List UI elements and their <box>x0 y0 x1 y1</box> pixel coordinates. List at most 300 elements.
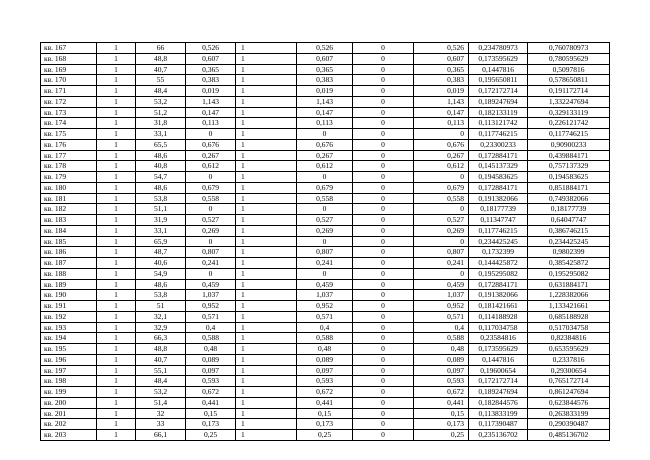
value-c-cell: 0,459 <box>414 279 469 290</box>
area-cell: 32 <box>136 408 186 419</box>
apartment-cell: кв. 198 <box>41 376 97 387</box>
total-cell: 0,623844576 <box>528 397 610 408</box>
zero-cell: 0 <box>353 53 414 64</box>
share-cell: 0,189247694 <box>469 387 528 398</box>
apartment-cell: кв. 172 <box>41 96 97 107</box>
value-a-cell: 0,527 <box>186 215 236 226</box>
factor-cell: 1 <box>236 333 297 344</box>
area-cell: 53,8 <box>136 290 186 301</box>
value-a-cell: 0 <box>186 236 236 247</box>
value-c-cell: 0,441 <box>414 397 469 408</box>
share-cell: 0,117390487 <box>469 419 528 430</box>
area-cell: 32,1 <box>136 311 186 322</box>
area-cell: 33 <box>136 419 186 430</box>
value-a-cell: 0,089 <box>186 354 236 365</box>
value-b-cell: 0,25 <box>297 430 353 441</box>
zero-cell: 0 <box>353 247 414 258</box>
table-row <box>41 225 610 236</box>
factor-cell: 1 <box>236 86 297 97</box>
count-cell: 1 <box>97 53 136 64</box>
total-cell: 1,228382066 <box>528 290 610 301</box>
total-cell: 0,861247694 <box>528 387 610 398</box>
count-cell: 1 <box>97 397 136 408</box>
share-cell: 0,173595629 <box>469 53 528 64</box>
table-row <box>41 322 610 333</box>
area-cell: 54,7 <box>136 172 186 183</box>
table-row <box>41 86 610 97</box>
area-cell: 48,7 <box>136 247 186 258</box>
value-a-cell: 0,558 <box>186 193 236 204</box>
total-cell: 0,90900233 <box>528 139 610 150</box>
total-cell: 0,194583625 <box>528 172 610 183</box>
count-cell: 1 <box>97 419 136 430</box>
factor-cell: 1 <box>236 387 297 398</box>
count-cell: 1 <box>97 139 136 150</box>
count-cell: 1 <box>97 408 136 419</box>
value-b-cell: 1,143 <box>297 96 353 107</box>
factor-cell: 1 <box>236 225 297 236</box>
table-row <box>41 193 610 204</box>
count-cell: 1 <box>97 333 136 344</box>
table-row <box>41 344 610 355</box>
value-c-cell: 0,269 <box>414 225 469 236</box>
zero-cell: 0 <box>353 172 414 183</box>
zero-cell: 0 <box>353 118 414 129</box>
area-cell: 48,6 <box>136 182 186 193</box>
area-cell: 48,8 <box>136 53 186 64</box>
share-cell: 0,172172714 <box>469 86 528 97</box>
factor-cell: 1 <box>236 64 297 75</box>
table-row <box>41 419 610 430</box>
table-row <box>41 236 610 247</box>
count-cell: 1 <box>97 43 136 54</box>
share-cell: 0,113833199 <box>469 408 528 419</box>
share-cell: 0,19600654 <box>469 365 528 376</box>
count-cell: 1 <box>97 86 136 97</box>
value-a-cell: 0,588 <box>186 333 236 344</box>
value-c-cell: 0,679 <box>414 182 469 193</box>
value-b-cell: 0,679 <box>297 182 353 193</box>
table-row <box>41 161 610 172</box>
value-c-cell: 0,147 <box>414 107 469 118</box>
value-b-cell: 0,4 <box>297 322 353 333</box>
area-cell: 40,8 <box>136 161 186 172</box>
apartment-cell: кв. 184 <box>41 225 97 236</box>
table-row <box>41 107 610 118</box>
table-row <box>41 96 610 107</box>
total-cell: 0,386746215 <box>528 225 610 236</box>
factor-cell: 1 <box>236 419 297 430</box>
factor-cell: 1 <box>236 354 297 365</box>
share-cell: 0,117034758 <box>469 322 528 333</box>
factor-cell: 1 <box>236 301 297 312</box>
area-cell: 48,6 <box>136 150 186 161</box>
factor-cell: 1 <box>236 193 297 204</box>
count-cell: 1 <box>97 129 136 140</box>
value-a-cell: 0,807 <box>186 247 236 258</box>
zero-cell: 0 <box>353 397 414 408</box>
value-b-cell: 0,672 <box>297 387 353 398</box>
apartment-cell: кв. 168 <box>41 53 97 64</box>
value-c-cell: 0,527 <box>414 215 469 226</box>
value-b-cell: 0,527 <box>297 215 353 226</box>
apartment-data-table <box>40 42 610 441</box>
value-b-cell: 0,147 <box>297 107 353 118</box>
value-a-cell: 1,143 <box>186 96 236 107</box>
apartment-cell: кв. 171 <box>41 86 97 97</box>
factor-cell: 1 <box>236 204 297 215</box>
factor-cell: 1 <box>236 129 297 140</box>
factor-cell: 1 <box>236 139 297 150</box>
zero-cell: 0 <box>353 64 414 75</box>
value-c-cell: 0,593 <box>414 376 469 387</box>
value-b-cell: 0,269 <box>297 225 353 236</box>
factor-cell: 1 <box>236 279 297 290</box>
area-cell: 65,9 <box>136 236 186 247</box>
total-cell: 0,329133119 <box>528 107 610 118</box>
value-c-cell: 0,588 <box>414 333 469 344</box>
zero-cell: 0 <box>353 419 414 430</box>
count-cell: 1 <box>97 204 136 215</box>
share-cell: 0,189247694 <box>469 96 528 107</box>
total-cell: 0,195295082 <box>528 268 610 279</box>
factor-cell: 1 <box>236 365 297 376</box>
value-b-cell: 0,15 <box>297 408 353 419</box>
zero-cell: 0 <box>353 365 414 376</box>
apartment-cell: кв. 193 <box>41 322 97 333</box>
value-c-cell: 0,113 <box>414 118 469 129</box>
zero-cell: 0 <box>353 268 414 279</box>
factor-cell: 1 <box>236 118 297 129</box>
value-a-cell: 0,48 <box>186 344 236 355</box>
factor-cell: 1 <box>236 322 297 333</box>
apartment-cell: кв. 202 <box>41 419 97 430</box>
value-a-cell: 0,612 <box>186 161 236 172</box>
value-b-cell: 0,588 <box>297 333 353 344</box>
value-b-cell: 0,459 <box>297 279 353 290</box>
factor-cell: 1 <box>236 215 297 226</box>
area-cell: 32,9 <box>136 322 186 333</box>
value-a-cell: 0,113 <box>186 118 236 129</box>
total-cell: 1,332247694 <box>528 96 610 107</box>
value-a-cell: 0 <box>186 268 236 279</box>
count-cell: 1 <box>97 193 136 204</box>
table-row <box>41 354 610 365</box>
area-cell: 55 <box>136 75 186 86</box>
count-cell: 1 <box>97 161 136 172</box>
zero-cell: 0 <box>353 96 414 107</box>
table-row <box>41 172 610 183</box>
zero-cell: 0 <box>353 408 414 419</box>
share-cell: 0,195295082 <box>469 268 528 279</box>
share-cell: 0,191382066 <box>469 193 528 204</box>
value-c-cell: 0 <box>414 268 469 279</box>
table-row <box>41 258 610 269</box>
table-row <box>41 279 610 290</box>
value-b-cell: 0 <box>297 172 353 183</box>
area-cell: 33,1 <box>136 129 186 140</box>
share-cell: 0,172884171 <box>469 279 528 290</box>
area-cell: 40,6 <box>136 258 186 269</box>
value-a-cell: 0,571 <box>186 311 236 322</box>
value-b-cell: 0,571 <box>297 311 353 322</box>
value-b-cell: 0,612 <box>297 161 353 172</box>
share-cell: 0,172884171 <box>469 182 528 193</box>
area-cell: 48,4 <box>136 86 186 97</box>
value-c-cell: 0,173 <box>414 419 469 430</box>
value-b-cell: 0,558 <box>297 193 353 204</box>
value-c-cell: 0 <box>414 129 469 140</box>
zero-cell: 0 <box>353 150 414 161</box>
value-b-cell: 1,037 <box>297 290 353 301</box>
count-cell: 1 <box>97 150 136 161</box>
count-cell: 1 <box>97 236 136 247</box>
value-a-cell: 0,526 <box>186 43 236 54</box>
value-b-cell: 0,365 <box>297 64 353 75</box>
apartment-cell: кв. 195 <box>41 344 97 355</box>
value-b-cell: 0,441 <box>297 397 353 408</box>
value-c-cell: 0,267 <box>414 150 469 161</box>
apartment-cell: кв. 194 <box>41 333 97 344</box>
area-cell: 51,4 <box>136 397 186 408</box>
total-cell: 0,82384816 <box>528 333 610 344</box>
value-a-cell: 0 <box>186 172 236 183</box>
apartment-cell: кв. 201 <box>41 408 97 419</box>
count-cell: 1 <box>97 354 136 365</box>
apartment-cell: кв. 188 <box>41 268 97 279</box>
apartment-cell: кв. 178 <box>41 161 97 172</box>
zero-cell: 0 <box>353 322 414 333</box>
zero-cell: 0 <box>353 236 414 247</box>
total-cell: 0,749382066 <box>528 193 610 204</box>
total-cell: 0,5097816 <box>528 64 610 75</box>
share-cell: 0,182844576 <box>469 397 528 408</box>
share-cell: 0,194583625 <box>469 172 528 183</box>
apartment-cell: кв. 176 <box>41 139 97 150</box>
count-cell: 1 <box>97 387 136 398</box>
total-cell: 0,29300654 <box>528 365 610 376</box>
table-row <box>41 301 610 312</box>
value-c-cell: 0,612 <box>414 161 469 172</box>
factor-cell: 1 <box>236 172 297 183</box>
area-cell: 48,4 <box>136 376 186 387</box>
table-row <box>41 290 610 301</box>
value-a-cell: 0,15 <box>186 408 236 419</box>
table-row <box>41 182 610 193</box>
value-b-cell: 0,48 <box>297 344 353 355</box>
apartment-cell: кв. 173 <box>41 107 97 118</box>
apartment-cell: кв. 196 <box>41 354 97 365</box>
value-b-cell: 0 <box>297 204 353 215</box>
zero-cell: 0 <box>353 215 414 226</box>
table-row <box>41 268 610 279</box>
zero-cell: 0 <box>353 333 414 344</box>
share-cell: 0,235136702 <box>469 430 528 441</box>
factor-cell: 1 <box>236 290 297 301</box>
value-a-cell: 0,173 <box>186 419 236 430</box>
value-a-cell: 0,441 <box>186 397 236 408</box>
value-a-cell: 0 <box>186 204 236 215</box>
zero-cell: 0 <box>353 193 414 204</box>
area-cell: 40,7 <box>136 64 186 75</box>
factor-cell: 1 <box>236 53 297 64</box>
value-b-cell: 0 <box>297 236 353 247</box>
count-cell: 1 <box>97 64 136 75</box>
value-a-cell: 0,241 <box>186 258 236 269</box>
zero-cell: 0 <box>353 290 414 301</box>
count-cell: 1 <box>97 301 136 312</box>
total-cell: 0,117746215 <box>528 129 610 140</box>
total-cell: 0,757137329 <box>528 161 610 172</box>
total-cell: 0,517034758 <box>528 322 610 333</box>
area-cell: 66,1 <box>136 430 186 441</box>
value-a-cell: 0,269 <box>186 225 236 236</box>
count-cell: 1 <box>97 311 136 322</box>
factor-cell: 1 <box>236 376 297 387</box>
zero-cell: 0 <box>353 311 414 322</box>
total-cell: 0,780595629 <box>528 53 610 64</box>
value-a-cell: 0,459 <box>186 279 236 290</box>
factor-cell: 1 <box>236 311 297 322</box>
value-c-cell: 0,089 <box>414 354 469 365</box>
count-cell: 1 <box>97 96 136 107</box>
value-c-cell: 0,48 <box>414 344 469 355</box>
share-cell: 0,181421661 <box>469 301 528 312</box>
value-c-cell: 0,526 <box>414 43 469 54</box>
table-row <box>41 204 610 215</box>
share-cell: 0,234425245 <box>469 236 528 247</box>
value-b-cell: 0,089 <box>297 354 353 365</box>
value-a-cell: 0,593 <box>186 376 236 387</box>
value-b-cell: 0,173 <box>297 419 353 430</box>
zero-cell: 0 <box>353 86 414 97</box>
share-cell: 0,173595629 <box>469 344 528 355</box>
area-cell: 53,2 <box>136 387 186 398</box>
total-cell: 0,760780973 <box>528 43 610 54</box>
count-cell: 1 <box>97 376 136 387</box>
value-b-cell: 0,526 <box>297 43 353 54</box>
table-row <box>41 311 610 322</box>
count-cell: 1 <box>97 344 136 355</box>
area-cell: 54,9 <box>136 268 186 279</box>
value-b-cell: 0,383 <box>297 75 353 86</box>
apartment-cell: кв. 180 <box>41 182 97 193</box>
apartment-cell: кв. 181 <box>41 193 97 204</box>
total-cell: 0,765172714 <box>528 376 610 387</box>
share-cell: 0,18177739 <box>469 204 528 215</box>
value-b-cell: 0,241 <box>297 258 353 269</box>
apartment-cell: кв. 192 <box>41 311 97 322</box>
total-cell: 0,578650811 <box>528 75 610 86</box>
area-cell: 51,1 <box>136 204 186 215</box>
zero-cell: 0 <box>353 75 414 86</box>
factor-cell: 1 <box>236 268 297 279</box>
apartment-cell: кв. 170 <box>41 75 97 86</box>
table-row <box>41 118 610 129</box>
factor-cell: 1 <box>236 236 297 247</box>
zero-cell: 0 <box>353 161 414 172</box>
factor-cell: 1 <box>236 182 297 193</box>
value-c-cell: 0,383 <box>414 75 469 86</box>
value-b-cell: 0,019 <box>297 86 353 97</box>
table-row <box>41 43 610 54</box>
value-a-cell: 0,679 <box>186 182 236 193</box>
value-c-cell: 0 <box>414 172 469 183</box>
value-c-cell: 0 <box>414 204 469 215</box>
area-cell: 31,8 <box>136 118 186 129</box>
share-cell: 0,1447816 <box>469 354 528 365</box>
share-cell: 0,234780973 <box>469 43 528 54</box>
apartment-cell: кв. 199 <box>41 387 97 398</box>
factor-cell: 1 <box>236 397 297 408</box>
table-row <box>41 397 610 408</box>
zero-cell: 0 <box>353 301 414 312</box>
share-cell: 0,182133119 <box>469 107 528 118</box>
value-b-cell: 0 <box>297 129 353 140</box>
value-b-cell: 0,113 <box>297 118 353 129</box>
share-cell: 0,144425872 <box>469 258 528 269</box>
value-c-cell: 0,365 <box>414 64 469 75</box>
value-a-cell: 1,037 <box>186 290 236 301</box>
zero-cell: 0 <box>353 354 414 365</box>
share-cell: 0,117746215 <box>469 129 528 140</box>
share-cell: 0,191382066 <box>469 290 528 301</box>
count-cell: 1 <box>97 268 136 279</box>
share-cell: 0,23584816 <box>469 333 528 344</box>
share-cell: 0,113121742 <box>469 118 528 129</box>
zero-cell: 0 <box>353 182 414 193</box>
value-b-cell: 0,267 <box>297 150 353 161</box>
factor-cell: 1 <box>236 161 297 172</box>
table-row <box>41 75 610 86</box>
total-cell: 0,631884171 <box>528 279 610 290</box>
table-body <box>41 43 610 441</box>
value-a-cell: 0,097 <box>186 365 236 376</box>
table-row <box>41 387 610 398</box>
total-cell: 0,851884171 <box>528 182 610 193</box>
total-cell: 0,9802399 <box>528 247 610 258</box>
total-cell: 0,226121742 <box>528 118 610 129</box>
value-b-cell: 0,952 <box>297 301 353 312</box>
total-cell: 0,234425245 <box>528 236 610 247</box>
factor-cell: 1 <box>236 258 297 269</box>
count-cell: 1 <box>97 290 136 301</box>
area-cell: 31,9 <box>136 215 186 226</box>
table-row <box>41 139 610 150</box>
share-cell: 0,172884171 <box>469 150 528 161</box>
area-cell: 51,2 <box>136 107 186 118</box>
table-row <box>41 430 610 441</box>
value-c-cell: 0,019 <box>414 86 469 97</box>
apartment-cell: кв. 197 <box>41 365 97 376</box>
value-a-cell: 0,147 <box>186 107 236 118</box>
factor-cell: 1 <box>236 150 297 161</box>
value-c-cell: 0 <box>414 236 469 247</box>
value-a-cell: 0,267 <box>186 150 236 161</box>
count-cell: 1 <box>97 215 136 226</box>
count-cell: 1 <box>97 279 136 290</box>
value-b-cell: 0 <box>297 268 353 279</box>
total-cell: 0,191172714 <box>528 86 610 97</box>
zero-cell: 0 <box>353 204 414 215</box>
factor-cell: 1 <box>236 107 297 118</box>
total-cell: 0,263833199 <box>528 408 610 419</box>
zero-cell: 0 <box>353 387 414 398</box>
value-b-cell: 0,807 <box>297 247 353 258</box>
total-cell: 0,385425872 <box>528 258 610 269</box>
value-c-cell: 0,25 <box>414 430 469 441</box>
factor-cell: 1 <box>236 430 297 441</box>
